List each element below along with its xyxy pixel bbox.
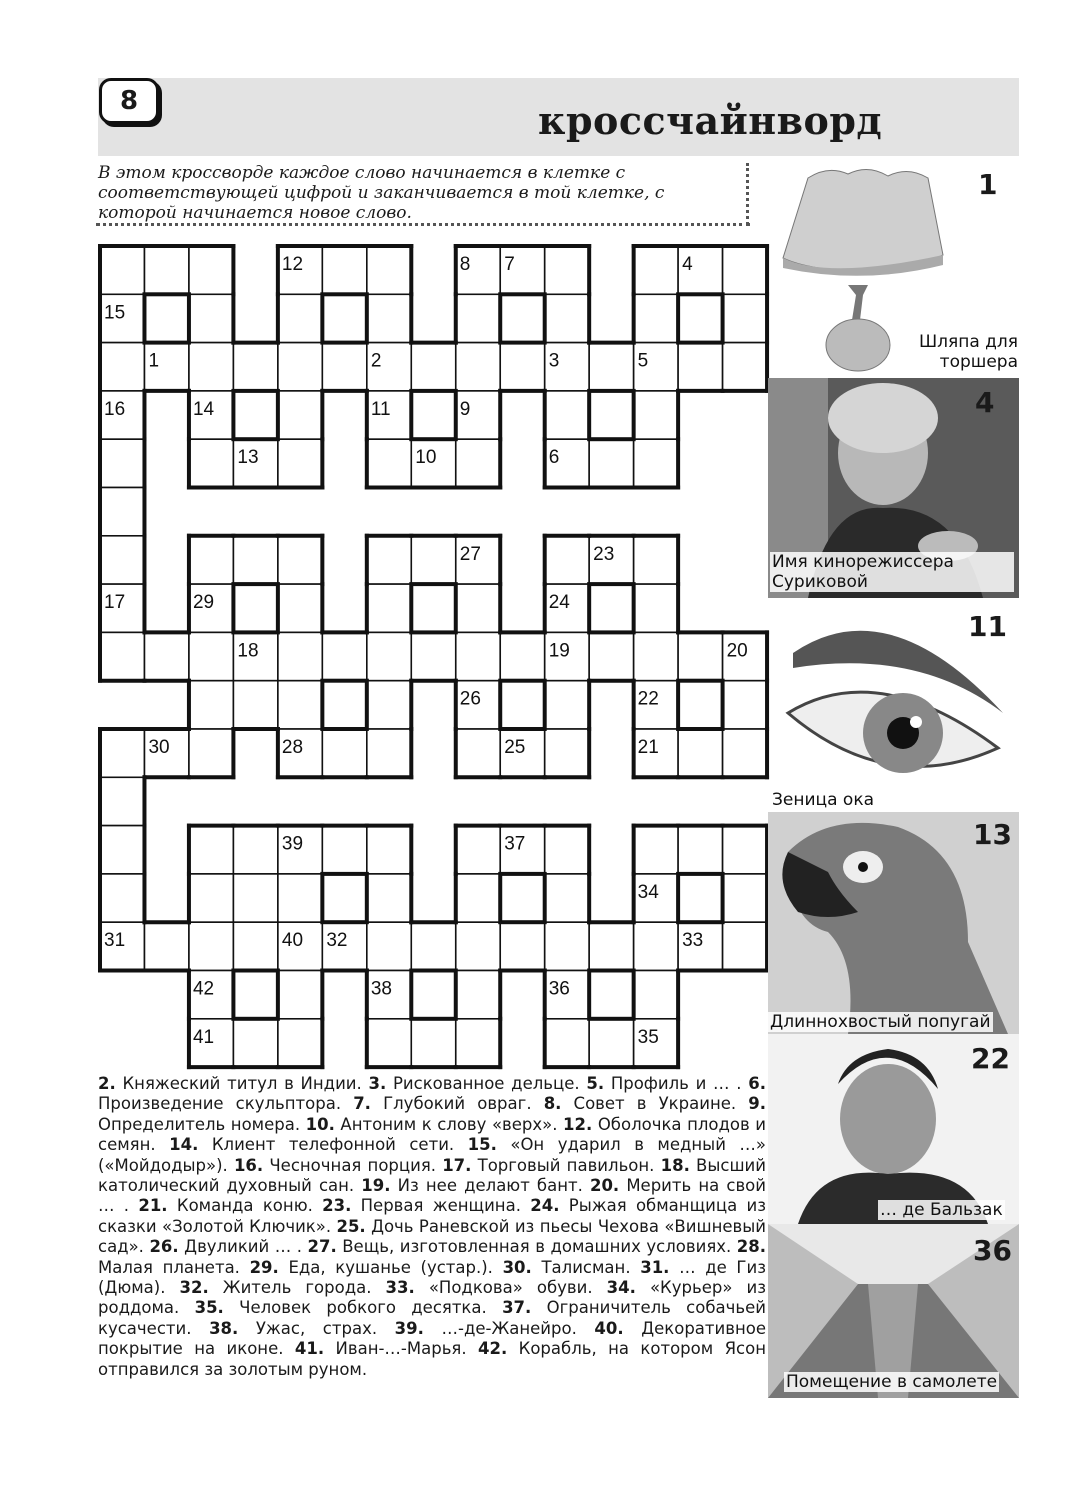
grid-number: 39 — [281, 833, 304, 855]
photo-caption: Длиннохвостый попугай — [770, 1012, 991, 1032]
grid-cell[interactable] — [100, 536, 144, 584]
clue-number: 15. — [467, 1135, 497, 1155]
clue-text: Мерить на свой … . — [98, 1176, 766, 1216]
grid-cell[interactable] — [545, 826, 589, 874]
clue-number: 31. — [640, 1257, 670, 1277]
grid-cell[interactable] — [278, 584, 322, 632]
clue-number: 5. — [586, 1074, 605, 1093]
grid-cell[interactable] — [367, 632, 411, 680]
grid-cell[interactable] — [634, 246, 678, 294]
clue-text: Человек робкого десятка. — [223, 1298, 503, 1318]
grid-number: 34 — [637, 881, 659, 903]
clue-text: Оболочка плодов и семян. — [98, 1114, 766, 1155]
photo-eye — [768, 598, 1019, 810]
grid-cell[interactable] — [723, 729, 767, 777]
grid-cell[interactable] — [100, 343, 144, 391]
grid-cell[interactable] — [367, 294, 411, 342]
photo-number: 36 — [973, 1234, 1012, 1267]
grid-number: 5 — [637, 350, 649, 372]
grid-block-cell — [233, 584, 277, 632]
grid-cell[interactable] — [589, 632, 633, 680]
grid-cell[interactable] — [189, 632, 233, 680]
grid-block-cell — [233, 391, 277, 439]
grid-cell[interactable] — [100, 488, 144, 536]
clue-number: 19. — [361, 1176, 391, 1196]
grid-number: 3 — [548, 350, 560, 372]
grid-number: 41 — [192, 1026, 215, 1048]
grid-block-cell — [678, 294, 722, 342]
grid-cell[interactable] — [634, 632, 678, 680]
clue-text: Житель города. — [208, 1278, 386, 1298]
grid-cell[interactable] — [189, 246, 233, 294]
grid-cell[interactable] — [189, 874, 233, 922]
clue-number: 17. — [442, 1155, 472, 1175]
grid-cell[interactable] — [367, 681, 411, 729]
photo-number: 22 — [971, 1042, 1010, 1075]
grid-cell[interactable] — [634, 922, 678, 970]
grid-cell[interactable] — [589, 343, 633, 391]
clue-number: 38. — [209, 1318, 239, 1338]
photo-caption: Зеница ока — [772, 790, 874, 810]
photo-caption: Помещение в самолете — [786, 1372, 998, 1392]
page-title: кроссчайнворд — [538, 98, 883, 143]
grid-block-cell — [411, 971, 455, 1019]
grid-number: 37 — [504, 833, 526, 855]
grid-number: 1 — [148, 350, 160, 372]
grid-cell[interactable] — [278, 439, 322, 487]
grid-cell[interactable] — [367, 729, 411, 777]
clues-text — [98, 1074, 766, 1380]
grid-cell[interactable] — [189, 294, 233, 342]
photo-lampshade — [768, 160, 1019, 378]
photo-airplane-cabin — [768, 1224, 1019, 1398]
grid-cell[interactable] — [545, 246, 589, 294]
grid-cell[interactable] — [678, 343, 722, 391]
clue-number: 34. — [606, 1278, 636, 1298]
clue-number: 21. — [138, 1196, 168, 1216]
grid-number: 24 — [548, 592, 570, 614]
grid-cell[interactable] — [500, 922, 544, 970]
clue-text: Антоним к слову «верх». — [334, 1114, 564, 1134]
grid-block-cell — [589, 584, 633, 632]
clue-text: Декоративное покрытие на иконе. — [98, 1318, 767, 1359]
grid-number: 29 — [192, 592, 215, 614]
grid-number: 14 — [192, 398, 215, 420]
grid-number: 9 — [459, 398, 471, 420]
grid-number: 33 — [682, 930, 704, 952]
grid-cell[interactable] — [456, 343, 500, 391]
grid-cell[interactable] — [100, 439, 144, 487]
grid-cell[interactable] — [723, 826, 767, 874]
clue-number: 41. — [294, 1339, 325, 1359]
grid-cell[interactable] — [189, 536, 233, 584]
clue-text: Вещь, изготовленная в домашних условиях. — [336, 1237, 737, 1257]
grid-number: 6 — [548, 447, 560, 469]
clue-text: «Он ударил в медный …» («Мойдодыр»). — [98, 1135, 767, 1175]
grid-block-cell — [589, 971, 633, 1019]
grid-number: 23 — [593, 543, 615, 565]
grid-number: 20 — [726, 640, 748, 662]
clue-text: Ограничитель собачьей кусачести. — [98, 1298, 766, 1338]
grid-cell[interactable] — [233, 681, 277, 729]
grid-cell[interactable] — [233, 343, 277, 391]
grid-cell[interactable] — [144, 632, 188, 680]
grid-number: 8 — [459, 254, 471, 275]
grid-cell[interactable] — [634, 536, 678, 584]
grid-cell[interactable] — [367, 246, 411, 294]
grid-cell[interactable] — [500, 632, 544, 680]
grid-number: 13 — [237, 447, 259, 469]
grid-cell[interactable] — [367, 1019, 411, 1067]
grid-cell[interactable] — [634, 294, 678, 342]
grid-cell[interactable] — [367, 439, 411, 487]
photo-parrot — [768, 812, 1019, 1034]
clue-text: … де Гиз (Дюма). — [98, 1257, 766, 1298]
grid-cell[interactable] — [456, 922, 500, 970]
grid-cell[interactable] — [723, 922, 767, 970]
grid-number: 10 — [415, 447, 437, 469]
photo-number: 1 — [978, 168, 998, 201]
grid-cell[interactable] — [411, 632, 455, 680]
grid-block-cell — [678, 874, 722, 922]
grid-block-cell — [322, 874, 366, 922]
grid-cell[interactable] — [322, 826, 366, 874]
clue-text: Произведение скульптора. — [98, 1094, 354, 1114]
clue-text: Малая планета. — [98, 1257, 250, 1277]
clue-text: Торговый павильон. — [471, 1155, 661, 1175]
grid-number: 2 — [370, 350, 382, 372]
clue-text: «Подкова» обуви. — [414, 1278, 607, 1298]
grid-cell[interactable] — [100, 729, 144, 777]
grid-cell[interactable] — [456, 729, 500, 777]
clue-text: Талисман. — [531, 1257, 641, 1277]
clue-number: 18. — [660, 1155, 690, 1175]
grid-number: 27 — [459, 543, 481, 565]
grid-cell[interactable] — [678, 826, 722, 874]
grid-cell[interactable] — [411, 536, 455, 584]
clue-number: 39. — [394, 1318, 424, 1338]
grid-number: 40 — [281, 930, 304, 952]
clue-number: 12. — [563, 1114, 593, 1134]
grid-cell[interactable] — [545, 681, 589, 729]
grid-number: 26 — [459, 688, 481, 710]
grid-cell[interactable] — [589, 439, 633, 487]
grid-cell[interactable] — [100, 777, 144, 825]
grid-cell[interactable] — [278, 1019, 322, 1067]
clue-number: 33. — [385, 1278, 415, 1298]
grid-cell[interactable] — [322, 729, 366, 777]
clue-text: Ужас, страх. — [238, 1318, 395, 1338]
grid-cell[interactable] — [100, 826, 144, 874]
grid-cell[interactable] — [678, 729, 722, 777]
grid-cell[interactable] — [500, 343, 544, 391]
grid-number: 7 — [504, 254, 515, 275]
clue-text: Дочь Раневской из пьесы Чехова «Вишневый сад». — [98, 1216, 766, 1257]
grid-number: 30 — [148, 737, 170, 758]
clue-text: Корабль, на котором Ясон отправился за золотым руном. — [98, 1339, 766, 1379]
grid-number: 25 — [504, 737, 526, 758]
clue-number: 6. — [748, 1074, 766, 1093]
clue-text: Клиент телефонной сети. — [198, 1135, 468, 1155]
grid-cell[interactable] — [589, 922, 633, 970]
grid-cell[interactable] — [278, 343, 322, 391]
grid-cell[interactable] — [144, 246, 188, 294]
clue-number: 25. — [336, 1216, 366, 1236]
grid-cell[interactable] — [322, 632, 366, 680]
grid-cell[interactable] — [367, 874, 411, 922]
photo-portrait-man — [768, 1034, 1019, 1224]
grid-cell[interactable] — [723, 874, 767, 922]
photo-caption: … де Бальзак — [880, 1200, 1003, 1220]
grid-cell[interactable] — [545, 1019, 589, 1067]
clue-text: Совет в Украине. — [561, 1094, 749, 1114]
grid-number: 22 — [637, 688, 659, 710]
clue-text: «Курьер» из роддома. — [98, 1278, 766, 1318]
grid-cell[interactable] — [456, 632, 500, 680]
clue-text: Рискованное дельце. — [386, 1074, 587, 1093]
grid-cell[interactable] — [545, 536, 589, 584]
clue-number: 8. — [543, 1094, 562, 1114]
grid-cell[interactable] — [233, 1019, 277, 1067]
grid-number: 42 — [192, 978, 215, 1000]
clue-text: Рыжая обманщица из сказки «Золотой Ключик». — [98, 1196, 766, 1236]
clue-text: Княжеский титул в Индии. — [115, 1074, 369, 1093]
grid-block-cell — [589, 391, 633, 439]
grid-cell[interactable] — [189, 439, 233, 487]
grid-number: 32 — [326, 930, 348, 952]
grid-number: 21 — [637, 737, 659, 758]
photo-number: 11 — [968, 610, 1007, 643]
grid-cell[interactable] — [456, 294, 500, 342]
grid-cell[interactable] — [189, 729, 233, 777]
clue-number: 14. — [169, 1135, 199, 1155]
clue-number: 3. — [368, 1074, 387, 1093]
clue-text: Глубокий овраг. — [370, 1094, 544, 1114]
grid-cell[interactable] — [411, 343, 455, 391]
grid-cell[interactable] — [367, 584, 411, 632]
clue-number: 30. — [502, 1257, 532, 1277]
clue-text: …-де-Жанейро. — [423, 1318, 595, 1338]
grid-number: 18 — [237, 640, 259, 662]
grid-cell[interactable] — [189, 343, 233, 391]
clue-text: Определитель номера. — [98, 1114, 306, 1134]
grid-cell[interactable] — [456, 584, 500, 632]
grid-number: 4 — [682, 254, 693, 275]
clue-text: Профиль и … . — [604, 1074, 749, 1093]
grid-number: 38 — [370, 978, 392, 1000]
grid-cell[interactable] — [189, 826, 233, 874]
clue-text: Из нее делают бант. — [390, 1176, 590, 1196]
grid-cell[interactable] — [100, 632, 144, 680]
grid-block-cell — [678, 681, 722, 729]
grid-cell[interactable] — [411, 1019, 455, 1067]
grid-cell[interactable] — [367, 536, 411, 584]
clue-text: Чесночная порция. — [263, 1155, 443, 1175]
grid-cell[interactable] — [456, 439, 500, 487]
photo-caption: Шляпа для торшера — [918, 332, 1018, 372]
clue-number: 32. — [179, 1278, 209, 1298]
grid-cell[interactable] — [189, 681, 233, 729]
grid-block-cell — [322, 681, 366, 729]
grid-number: 15 — [104, 302, 126, 324]
grid-block-cell — [411, 584, 455, 632]
grid-cell[interactable] — [367, 922, 411, 970]
grid-cell[interactable] — [189, 922, 233, 970]
grid-cell[interactable] — [456, 826, 500, 874]
photo-number: 4 — [975, 386, 995, 419]
clue-number: 10. — [305, 1114, 335, 1134]
clue-number: 7. — [353, 1094, 371, 1114]
grid-cell[interactable] — [278, 681, 322, 729]
grid-number: 36 — [548, 978, 570, 1000]
clue-number: 16. — [233, 1155, 264, 1175]
grid-cell[interactable] — [278, 294, 322, 342]
grid-cell[interactable] — [545, 874, 589, 922]
grid-cell[interactable] — [233, 922, 277, 970]
clue-number: 9. — [748, 1094, 766, 1114]
grid-cell[interactable] — [634, 826, 678, 874]
grid-number: 28 — [281, 737, 304, 758]
grid-block-cell — [500, 294, 544, 342]
clue-text: Высший католический духовный сан. — [98, 1155, 766, 1196]
grid-cell[interactable] — [634, 971, 678, 1019]
clue-number: 20. — [589, 1176, 620, 1196]
grid-number: 35 — [637, 1026, 659, 1048]
clue-number: 40. — [594, 1318, 624, 1338]
photo-caption: Имя кинорежиссера Суриковой — [770, 552, 1014, 592]
clue-number: 23. — [322, 1196, 352, 1216]
grid-cell[interactable] — [634, 439, 678, 487]
grid-cell[interactable] — [233, 826, 277, 874]
grid-cell[interactable] — [456, 874, 500, 922]
grid-cell[interactable] — [278, 391, 322, 439]
grid-number: 12 — [281, 254, 304, 275]
grid-cell[interactable] — [278, 632, 322, 680]
grid-cell[interactable] — [233, 874, 277, 922]
grid-cell[interactable] — [278, 874, 322, 922]
grid-block-cell — [322, 294, 366, 342]
clue-number: 2. — [98, 1074, 116, 1093]
clue-number: 24. — [530, 1196, 560, 1216]
clue-text: Первая женщина. — [351, 1196, 531, 1216]
instructions-text: В этом кроссворде каждое слово начинается в клетке с соответствующей цифрой и заканчивается в той клетке, с которой начинается новое слово. — [98, 163, 665, 223]
grid-cell[interactable] — [278, 971, 322, 1019]
clue-number: 42. — [478, 1339, 508, 1359]
grid-cell[interactable] — [233, 536, 277, 584]
grid-block-cell — [500, 681, 544, 729]
grid-cell[interactable] — [589, 1019, 633, 1067]
clue-number: 37. — [502, 1298, 532, 1318]
grid-cell[interactable] — [100, 874, 144, 922]
grid-cell[interactable] — [545, 922, 589, 970]
clue-number: 27. — [307, 1237, 337, 1257]
grid-block-cell — [144, 294, 188, 342]
grid-cell[interactable] — [100, 246, 144, 294]
clue-number: 28. — [736, 1237, 766, 1257]
grid-cell[interactable] — [322, 246, 366, 294]
clue-number: 35. — [194, 1298, 224, 1318]
grid-number: 31 — [104, 930, 126, 952]
clue-number: 29. — [249, 1257, 279, 1277]
page-number: 8 — [99, 78, 159, 124]
grid-cell[interactable] — [456, 1019, 500, 1067]
grid-block-cell — [411, 391, 455, 439]
grid-cell[interactable] — [456, 971, 500, 1019]
grid-cell[interactable] — [411, 922, 455, 970]
grid-cell[interactable] — [723, 681, 767, 729]
grid-cell[interactable] — [545, 294, 589, 342]
grid-cell[interactable] — [278, 536, 322, 584]
grid-block-cell — [500, 874, 544, 922]
clue-text: Двуликий … . — [178, 1237, 308, 1257]
grid-cell[interactable] — [144, 922, 188, 970]
clue-number: 26. — [149, 1237, 179, 1257]
grid-cell[interactable] — [545, 729, 589, 777]
grid-cell[interactable] — [634, 391, 678, 439]
photo-portrait-woman — [768, 378, 1019, 598]
grid-cell[interactable] — [678, 632, 722, 680]
clue-text: Иван-…-Марья. — [324, 1339, 478, 1359]
grid-cell[interactable] — [723, 294, 767, 342]
grid-number: 16 — [104, 398, 126, 420]
clue-text: Команда коню. — [167, 1196, 323, 1216]
grid-cell[interactable] — [634, 584, 678, 632]
clue-text: Еда, кушанье (устар.). — [278, 1257, 503, 1277]
grid-cell[interactable] — [723, 343, 767, 391]
grid-cell[interactable] — [723, 246, 767, 294]
photo-number: 13 — [973, 818, 1012, 851]
grid-block-cell — [233, 971, 277, 1019]
grid-number: 19 — [548, 640, 570, 662]
grid-cell[interactable] — [545, 391, 589, 439]
grid-cell[interactable] — [322, 343, 366, 391]
grid-number: 11 — [370, 398, 391, 420]
grid-number: 17 — [104, 592, 126, 614]
grid-cell[interactable] — [367, 826, 411, 874]
